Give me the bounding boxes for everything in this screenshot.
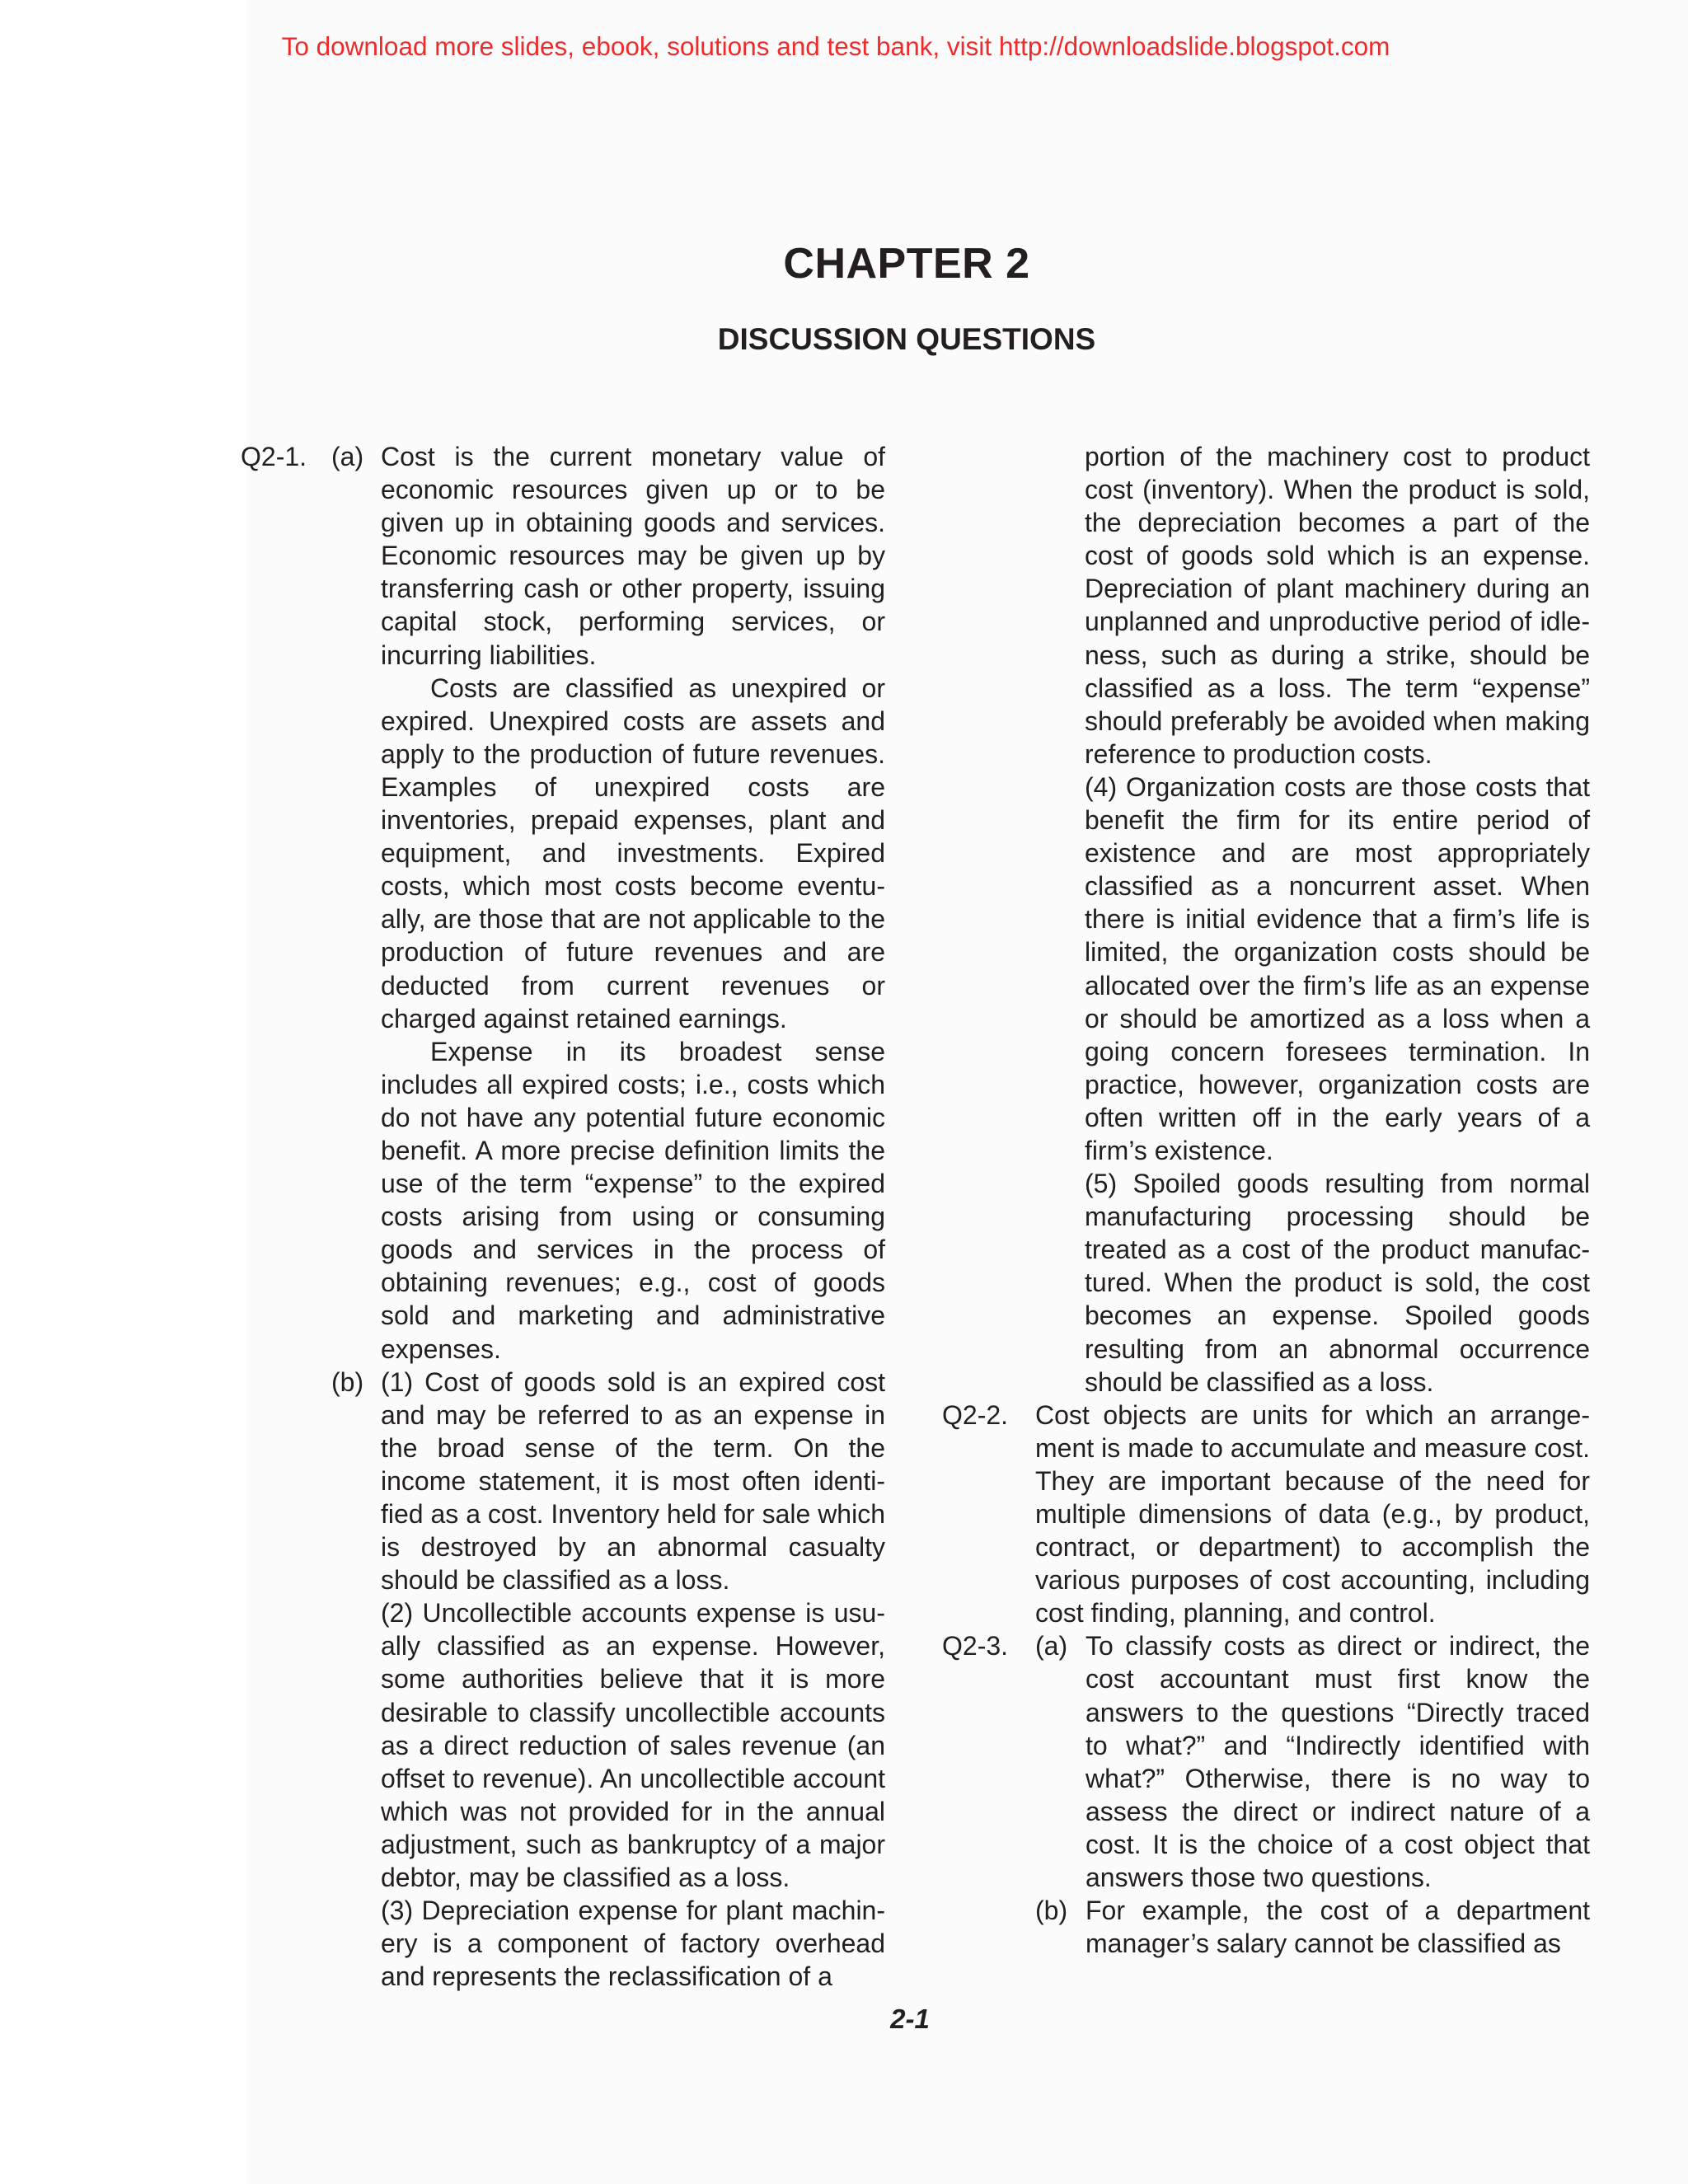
paragraph: (2) Uncollectible accounts expense is usually classified as an expense. However, some authorities believe that it is more desirable to classify uncollectible accounts as a direct reduction of sales revenue (an offset to revenue). An uncollectible account which was not provided for in the annual adjustment, such as bankruptcy of a major debtor, may be classified as a loss. (381, 1598, 885, 1893)
paragraph: To classify costs as direct or indirect, the cost accountant must first know the answers to the questions “Directly traced to what?” and “Indirectly identified with what?” Otherwise, there is no way to assess the direct or indirect nature of a cost. It is the choice of a cost object that answers those two questions. (1085, 1631, 1590, 1893)
subpart-body (381, 1366, 885, 1994)
paragraph: (1) Cost of goods sold is an expired cost and may be referred to as an expense in the broad sense of the term. On the income statement, it is most often identified as a cost. Inventory held for sale which is destroyed by an abnormal casualty should be classified as a loss. (381, 1366, 885, 1596)
subpart-label: (b) (331, 1366, 364, 1397)
paragraph: For example, the cost of a department manager’s salary cannot be classified as (1085, 1896, 1590, 1959)
subpart-b (331, 1366, 885, 1994)
paragraph: Cost objects are units for which an arrangement is made to accumulate and measure cost. They are important because of the need for multiple dimensions of data (e.g., by product, contract, or department) to accomplish the various purposes of cost accounting, including cost finding, planning, and control. (1035, 1399, 1590, 1629)
paragraph: Costs are classified as unexpired or expired. Unexpired costs are assets and apply to the production of future revenues. Examples of unexpired costs are inventories, prepaid expenses, plant and equipment, and investments. Expired costs, which most costs become eventually, are those that are not applicable to the production of future revenues and are deducted from current revenues or charged against retained earnings. (381, 673, 885, 1033)
question-body (1035, 1399, 1590, 1630)
subpart-b (1035, 1894, 1590, 1960)
subpart-a (331, 440, 885, 1366)
right-column (942, 440, 1590, 1960)
paragraph: (5) Spoiled goods resulting from normal manufacturing processing should be treated as a cost of the product manufactured. When the product is sold, the cost becomes an expense. Spoiled goods resulting from an abnormal occurrence should be classified as a loss. (1085, 1169, 1590, 1397)
paragraph: Expense in its broadest sense includes all expired costs; i.e., costs which do not have any potential future economic benefit. A more precise definition limits the use of the term “expense” to the expired costs arising from using or consuming goods and services in the process of obtaining revenues; e.g., cost of goods sold and marketing and administrative expenses. (381, 1036, 885, 1364)
paragraph: (4) Organization costs are those costs that benefit the firm for its entire period of existence and are most appropriately classified as a noncurrent asset. When there is initial evidence that a firm’s life is limited, the organization costs should be allocated over the firm’s life as an expense or should be amortized as a loss when a going concern foresees termination. In practice, however, organization costs are often written off in the early years of a firm’s existence. (1085, 771, 1590, 1165)
subpart-label: (a) (1035, 1631, 1068, 1661)
paragraph-continued: portion of the machinery cost to product cost (inventory). When the product is sold, the depreciation becomes a part of the cost of goods sold which is an expense. Depreciation of plant machinery during an unplanned and unproductive period of idleness, such as during a strike, should be classified as a loss. The term “expense” should preferably be avoided when making reference to production costs. (1085, 442, 1590, 769)
download-banner: To download more slides, ebook, solutions and test bank, visit http://downloadslide.blogspot.com (281, 31, 1390, 61)
question-number: Q2-2. (942, 1399, 1009, 1430)
left-column (241, 440, 885, 1993)
question-number: Q2-3. (942, 1631, 1009, 1661)
subpart-body (1085, 1629, 1590, 1894)
question-q2-1 (241, 440, 885, 1993)
paragraph: Cost is the current monetary value of economic resources given up or to be given up in obtaining goods and services. Economic resources may be given up by transferring cash or other property, issuing capital stock, performing services, or incurring liabilities. (381, 442, 885, 670)
subpart-label: (a) (331, 442, 364, 471)
subpart-body (381, 440, 885, 1366)
question-q2-2 (942, 1399, 1590, 1630)
question-body (331, 440, 885, 1993)
question-q2-3 (942, 1629, 1590, 1960)
subpart-a (1035, 1629, 1590, 1894)
question-number: Q2-1. (241, 442, 307, 471)
subpart-label: (b) (1035, 1896, 1068, 1926)
question-body (1035, 1629, 1590, 1960)
chapter-title: CHAPTER 2 (783, 240, 1030, 288)
paragraph: (3) Depreciation expense for plant machinery is a component of factory overhead and represents the reclassification of a (381, 1896, 885, 1992)
page-number: 2-1 (890, 2004, 930, 2034)
section-title: DISCUSSION QUESTIONS (717, 322, 1096, 356)
subpart-body (1085, 1894, 1590, 1960)
